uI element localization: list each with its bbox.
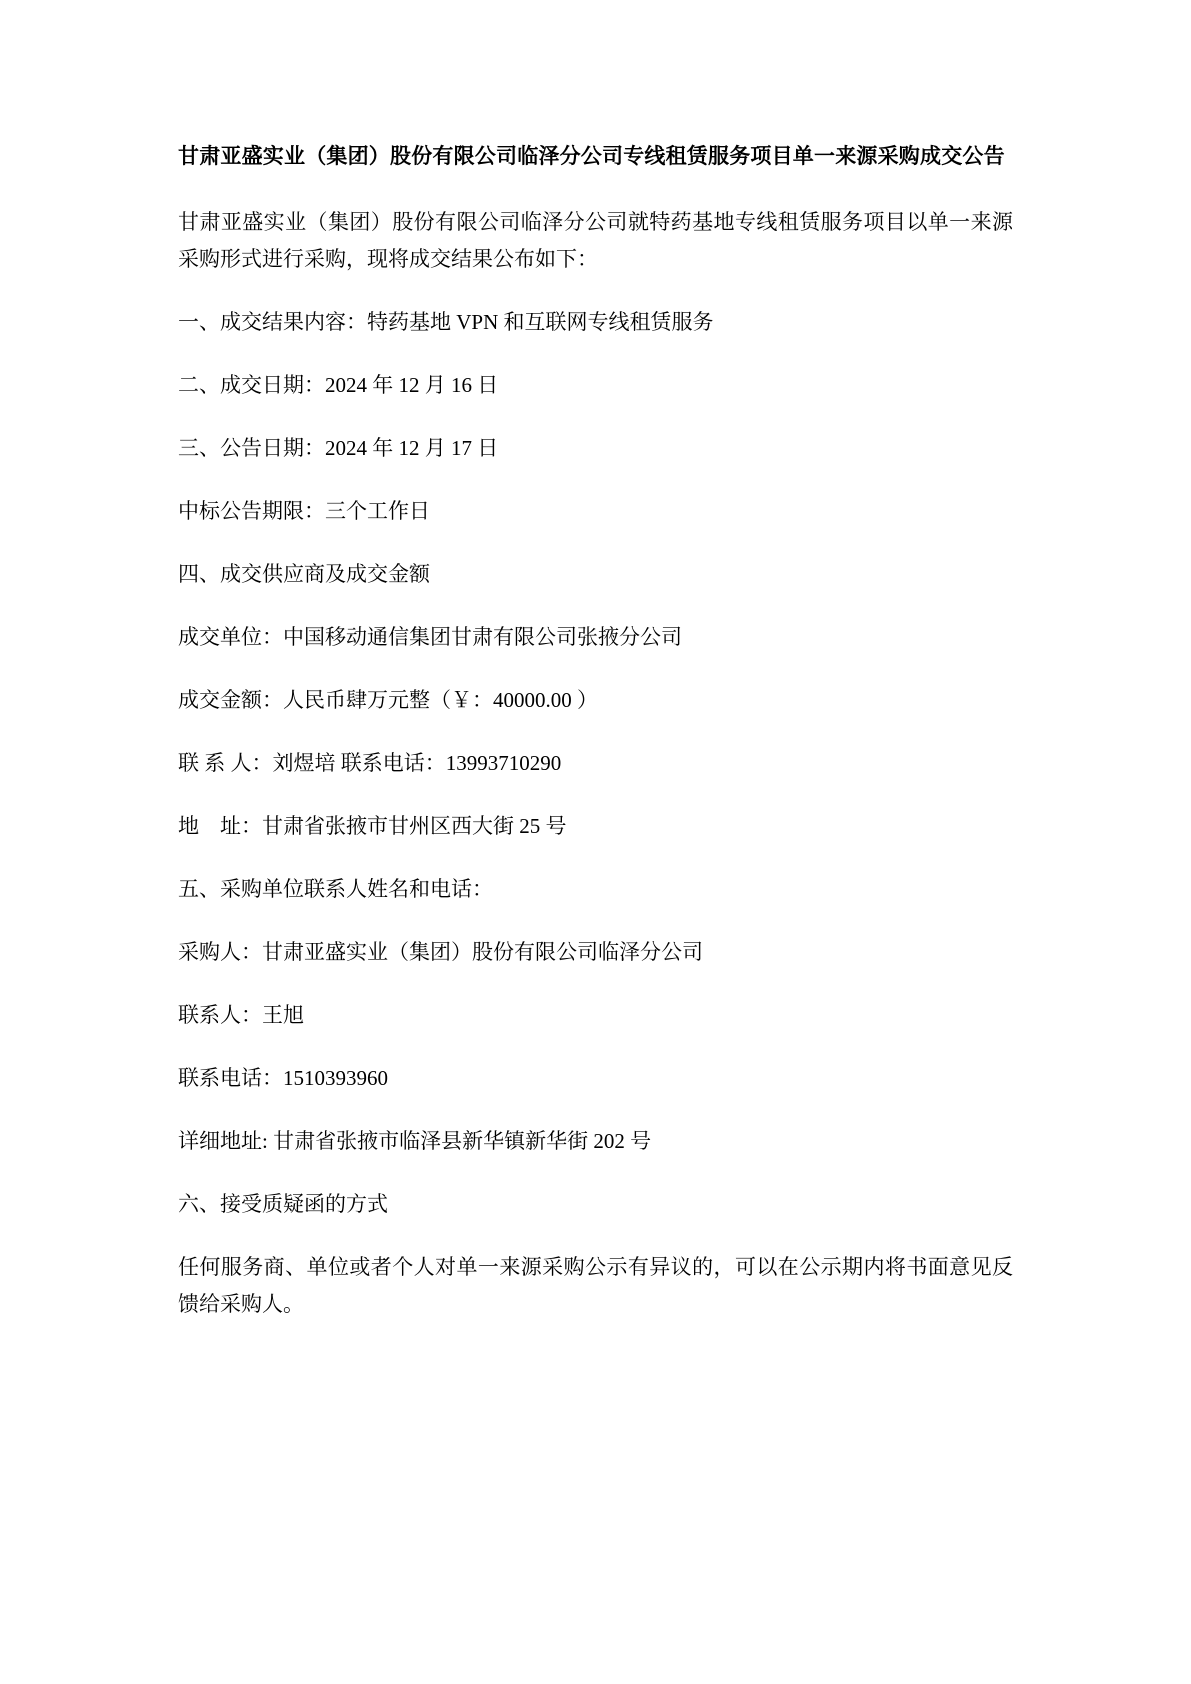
supplier-section-heading: 四、成交供应商及成交金额: [178, 562, 430, 586]
purchaser-phone-line: 联系电话：1510393960: [178, 1066, 388, 1090]
award-amount-line: 成交金额：人民币肆万元整（￥：40000.00 ）: [178, 688, 598, 712]
supplier-name-line: 成交单位：中国移动通信集团甘肃有限公司张掖分公司: [178, 625, 682, 649]
award-content-line: 一、成交结果内容：特药基地 VPN 和互联网专线租赁服务: [178, 310, 714, 334]
purchaser-contact-line: 联系人：王旭: [178, 1003, 304, 1027]
purchaser-name-line: 采购人：甘肃亚盛实业（集团）股份有限公司临泽分公司: [178, 940, 703, 964]
intro-paragraph: 甘肃亚盛实业（集团）股份有限公司临泽分公司就特药基地专线租赁服务项目以单一来源采购形式进行采购，现将成交结果公布如下：: [178, 210, 1013, 271]
objection-paragraph: 任何服务商、单位或者个人对单一来源采购公示有异议的，可以在公示期内将书面意见反馈给采购人。: [178, 1255, 1013, 1316]
supplier-address-line: 地 址：甘肃省张掖市甘州区西大街 25 号: [178, 814, 567, 838]
purchaser-section-heading: 五、采购单位联系人姓名和电话：: [178, 877, 493, 901]
document-title: 甘肃亚盛实业（集团）股份有限公司临泽分公司专线租赁服务项目单一来源采购成交公告: [178, 144, 1005, 168]
announcement-period-line: 中标公告期限：三个工作日: [178, 499, 430, 523]
award-date-line: 二、成交日期：2024 年 12 月 16 日: [178, 373, 499, 397]
purchaser-address-line: 详细地址: 甘肃省张掖市临泽县新华镇新华街 202 号: [178, 1129, 652, 1153]
supplier-contact-line: 联 系 人：刘煜培 联系电话：13993710290: [178, 751, 562, 775]
objection-section-heading: 六、接受质疑函的方式: [178, 1192, 388, 1216]
announcement-date-line: 三、公告日期：2024 年 12 月 17 日: [178, 436, 499, 460]
